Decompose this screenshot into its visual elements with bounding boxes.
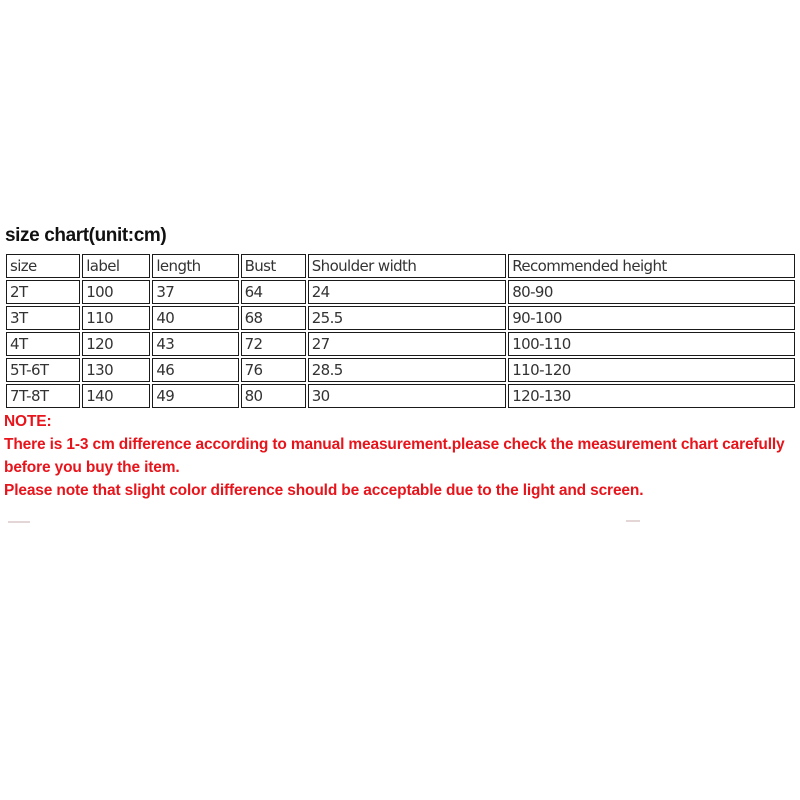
cell-label: 110 (82, 306, 150, 330)
cell-size: 2T (6, 280, 80, 304)
notes-block (4, 410, 796, 502)
table-row (6, 384, 795, 408)
cell-recommended-height: 120-130 (508, 384, 795, 408)
cell-size: 7T-8T (6, 384, 80, 408)
table-row (6, 280, 795, 304)
cell-label: 100 (82, 280, 150, 304)
cell-size: 5T-6T (6, 358, 80, 382)
header-recommended-height: Recommended height (508, 254, 795, 278)
cell-shoulder-width: 30 (308, 384, 507, 408)
cell-size: 3T (6, 306, 80, 330)
note-measurement-difference: There is 1-3 cm difference according to manual measurement.please check the measurement chart carefully before you buy the item. (4, 436, 785, 476)
faint-artifact-left (8, 521, 30, 523)
cell-shoulder-width: 24 (308, 280, 507, 304)
note-heading: NOTE: (4, 413, 52, 430)
cell-recommended-height: 110-120 (508, 358, 795, 382)
table-row (6, 306, 795, 330)
cell-recommended-height: 100-110 (508, 332, 795, 356)
cell-bust: 64 (241, 280, 306, 304)
cell-recommended-height: 80-90 (508, 280, 795, 304)
table-row (6, 358, 795, 382)
size-chart-title: size chart(unit:cm) (5, 225, 167, 246)
header-label: label (82, 254, 150, 278)
size-chart-table (4, 252, 797, 410)
cell-shoulder-width: 25.5 (308, 306, 507, 330)
header-size: size (6, 254, 80, 278)
cell-shoulder-width: 28.5 (308, 358, 507, 382)
faint-artifact-right (626, 520, 640, 522)
cell-label: 120 (82, 332, 150, 356)
cell-bust: 68 (241, 306, 306, 330)
cell-recommended-height: 90-100 (508, 306, 795, 330)
cell-length: 46 (152, 358, 238, 382)
cell-length: 40 (152, 306, 238, 330)
cell-bust: 80 (241, 384, 306, 408)
cell-bust: 76 (241, 358, 306, 382)
header-length: length (152, 254, 238, 278)
cell-label: 140 (82, 384, 150, 408)
table-header-row (6, 254, 795, 278)
cell-shoulder-width: 27 (308, 332, 507, 356)
cell-bust: 72 (241, 332, 306, 356)
cell-length: 37 (152, 280, 238, 304)
header-shoulder-width: Shoulder width (308, 254, 507, 278)
cell-length: 43 (152, 332, 238, 356)
header-bust: Bust (241, 254, 306, 278)
note-color-difference: Please note that slight color difference should be acceptable due to the light and screen. (4, 482, 644, 499)
cell-size: 4T (6, 332, 80, 356)
cell-label: 130 (82, 358, 150, 382)
cell-length: 49 (152, 384, 238, 408)
table-row (6, 332, 795, 356)
